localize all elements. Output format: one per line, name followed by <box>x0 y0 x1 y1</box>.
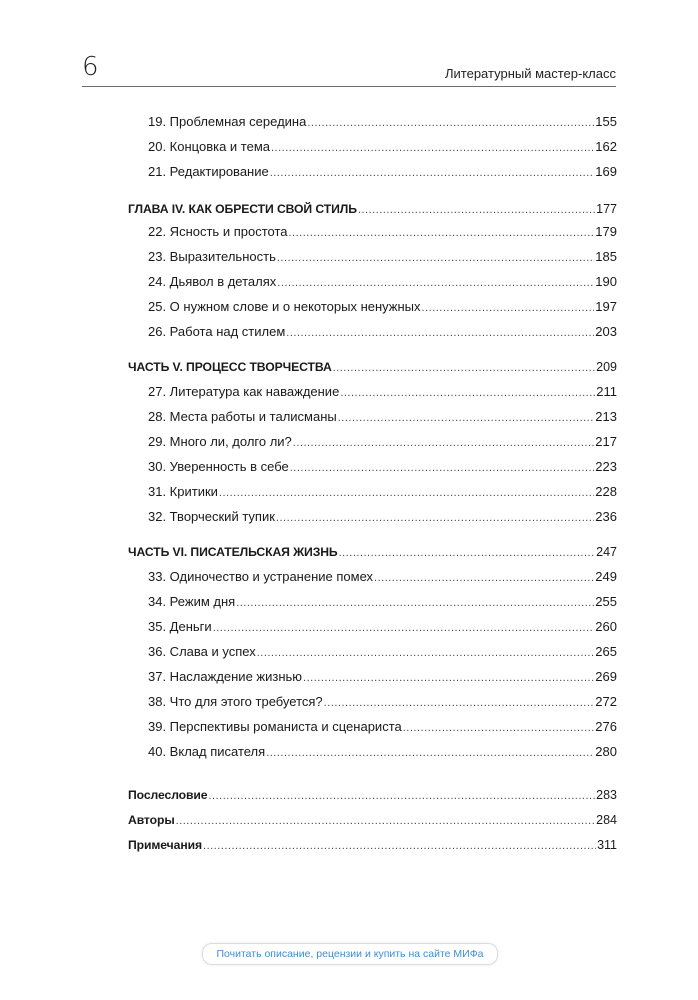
toc-dot-leader <box>333 359 596 377</box>
toc-entry-page: 265 <box>595 644 617 659</box>
toc-entry <box>148 298 617 317</box>
running-title: Литературный мастер-класс <box>445 66 616 81</box>
toc-entry-page: 203 <box>595 324 617 339</box>
toc-entry <box>148 568 617 587</box>
toc-dot-leader <box>277 274 594 292</box>
toc-entry-page: 213 <box>595 409 617 424</box>
toc-entry-title: 19. Проблемная середина <box>148 114 307 129</box>
toc-entry <box>148 593 617 612</box>
toc-entry <box>148 273 617 292</box>
toc-dot-leader <box>403 719 595 737</box>
toc-entry-title: 20. Концовка и тема <box>148 139 270 154</box>
toc-entry-title: 34. Режим дня <box>148 594 236 609</box>
toc-entry-title: 23. Выразительность <box>148 249 276 264</box>
toc-entry-title: 31. Критики <box>148 484 218 499</box>
toc-dot-leader <box>271 139 594 157</box>
toc-entry <box>148 618 617 637</box>
toc-entry-page: 276 <box>595 719 617 734</box>
toc-entry <box>148 668 617 687</box>
toc-entry-title: 24. Дьявол в деталях <box>148 274 277 289</box>
toc-dot-leader <box>276 509 594 527</box>
toc-entry-title: 30. Уверенность в себе <box>148 459 289 474</box>
toc-entry-page: 155 <box>595 114 617 129</box>
toc-entry-title: 26. Работа над стилем <box>148 324 286 339</box>
toc-entry-title: 22. Ясность и простота <box>148 224 288 239</box>
toc-entry-title: 29. Много ли, долго ли? <box>148 434 292 449</box>
toc-dot-leader <box>358 201 595 219</box>
toc-entry-page: 260 <box>595 619 617 634</box>
page-header <box>82 52 616 87</box>
toc-entry-title: ЧАСТЬ VI. ПИСАТЕЛЬСКАЯ ЖИЗНЬ <box>128 545 338 559</box>
toc-entry <box>148 223 617 242</box>
toc-dot-leader <box>277 249 594 267</box>
toc-entry <box>148 643 617 662</box>
toc-dot-leader <box>374 569 594 587</box>
toc-entry-page: 223 <box>595 459 617 474</box>
toc-entry <box>148 323 617 342</box>
toc-entry-page: 311 <box>597 838 617 852</box>
toc-entry-title: 27. Литература как наваждение <box>148 384 340 399</box>
toc-entry-page: 284 <box>596 813 617 827</box>
toc-dot-leader <box>203 837 596 855</box>
toc-section-heading <box>128 811 617 830</box>
toc-entry-title: Авторы <box>128 813 175 827</box>
toc-entry <box>148 383 617 402</box>
toc-entry-title: 25. О нужном слове и о некоторых ненужных <box>148 299 421 314</box>
toc-entry-page: 228 <box>595 484 617 499</box>
buy-on-mif-link[interactable]: Почитать описание, рецензии и купить на сайте МИФа <box>202 943 498 965</box>
toc-entry-page: 185 <box>595 249 617 264</box>
toc-dot-leader <box>257 644 595 662</box>
toc-dot-leader <box>338 409 595 427</box>
toc-entry <box>148 408 617 427</box>
toc-dot-leader <box>339 544 596 562</box>
toc-entry-title: 33. Одиночество и устранение помех <box>148 569 374 584</box>
toc-entry-page: 280 <box>595 744 617 759</box>
toc-dot-leader <box>290 459 595 477</box>
toc-entry-page: 217 <box>595 434 617 449</box>
toc-entry-title: Послесловие <box>128 788 208 802</box>
toc-dot-leader <box>270 164 595 182</box>
toc-entry <box>148 248 617 267</box>
toc-dot-leader <box>303 669 594 687</box>
toc-dot-leader <box>209 787 596 805</box>
toc-section-heading <box>128 358 617 377</box>
toc-entry <box>148 483 617 502</box>
toc-entry-title: 28. Места работы и талисманы <box>148 409 337 424</box>
toc-dot-leader <box>236 594 594 612</box>
toc-entry-page: 162 <box>595 139 617 154</box>
toc-entry-page: 197 <box>595 299 617 314</box>
toc-entry-page: 190 <box>595 274 617 289</box>
toc-entry-page: 269 <box>595 669 617 684</box>
toc-entry <box>148 693 617 712</box>
toc-dot-leader <box>340 384 595 402</box>
toc-entry-page: 236 <box>595 509 617 524</box>
toc-entry-title: 36. Слава и успех <box>148 644 256 659</box>
toc-dot-leader <box>293 434 595 452</box>
toc-entry-title: ГЛАВА IV. КАК ОБРЕСТИ СВОЙ СТИЛЬ <box>128 202 357 216</box>
toc-entry <box>148 138 617 157</box>
toc-dot-leader <box>307 114 594 132</box>
toc-entry-title: 40. Вклад писателя <box>148 744 266 759</box>
toc-entry-title: 32. Творческий тупик <box>148 509 275 524</box>
toc-dot-leader <box>213 619 595 637</box>
toc-dot-leader <box>286 324 594 342</box>
toc-entry-page: 255 <box>595 594 617 609</box>
toc-entry <box>148 433 617 452</box>
toc-entry-title: 39. Перспективы романиста и сценариста <box>148 719 402 734</box>
toc-dot-leader <box>288 224 594 242</box>
toc-entry-title: 38. Что для этого требуется? <box>148 694 323 709</box>
toc-entry-page: 211 <box>596 384 617 399</box>
toc-entry-page: 249 <box>595 569 617 584</box>
toc-entry-page: 209 <box>596 360 617 374</box>
toc-entry-page: 272 <box>595 694 617 709</box>
toc-dot-leader <box>324 694 595 712</box>
toc-entry <box>148 718 617 737</box>
toc-entry-page: 169 <box>595 164 617 179</box>
toc-entry-page: 283 <box>596 788 617 802</box>
toc-dot-leader <box>422 299 595 317</box>
toc-entry-page: 247 <box>596 545 617 559</box>
toc-entry <box>148 743 617 762</box>
toc-dot-leader <box>266 744 594 762</box>
toc-entry-page: 177 <box>596 202 617 216</box>
toc-section-heading <box>128 836 617 855</box>
toc-section-heading <box>128 786 617 805</box>
toc-dot-leader <box>176 812 596 830</box>
toc-entry-page: 179 <box>595 224 617 239</box>
toc-entry <box>148 508 617 527</box>
toc-entry-title: Примечания <box>128 838 203 852</box>
toc-entry <box>148 113 617 132</box>
toc-entry-title: ЧАСТЬ V. ПРОЦЕСС ТВОРЧЕСТВА <box>128 360 332 374</box>
toc-entry <box>148 458 617 477</box>
toc-section-heading <box>128 200 617 219</box>
toc-entry <box>148 163 617 182</box>
toc-entry-title: 37. Наслаждение жизнью <box>148 669 303 684</box>
toc-entry-title: 21. Редактирование <box>148 164 269 179</box>
page-number: 6 <box>82 52 99 82</box>
toc-section-heading <box>128 543 617 562</box>
toc-dot-leader <box>219 484 594 502</box>
toc-entry-title: 35. Деньги <box>148 619 212 634</box>
